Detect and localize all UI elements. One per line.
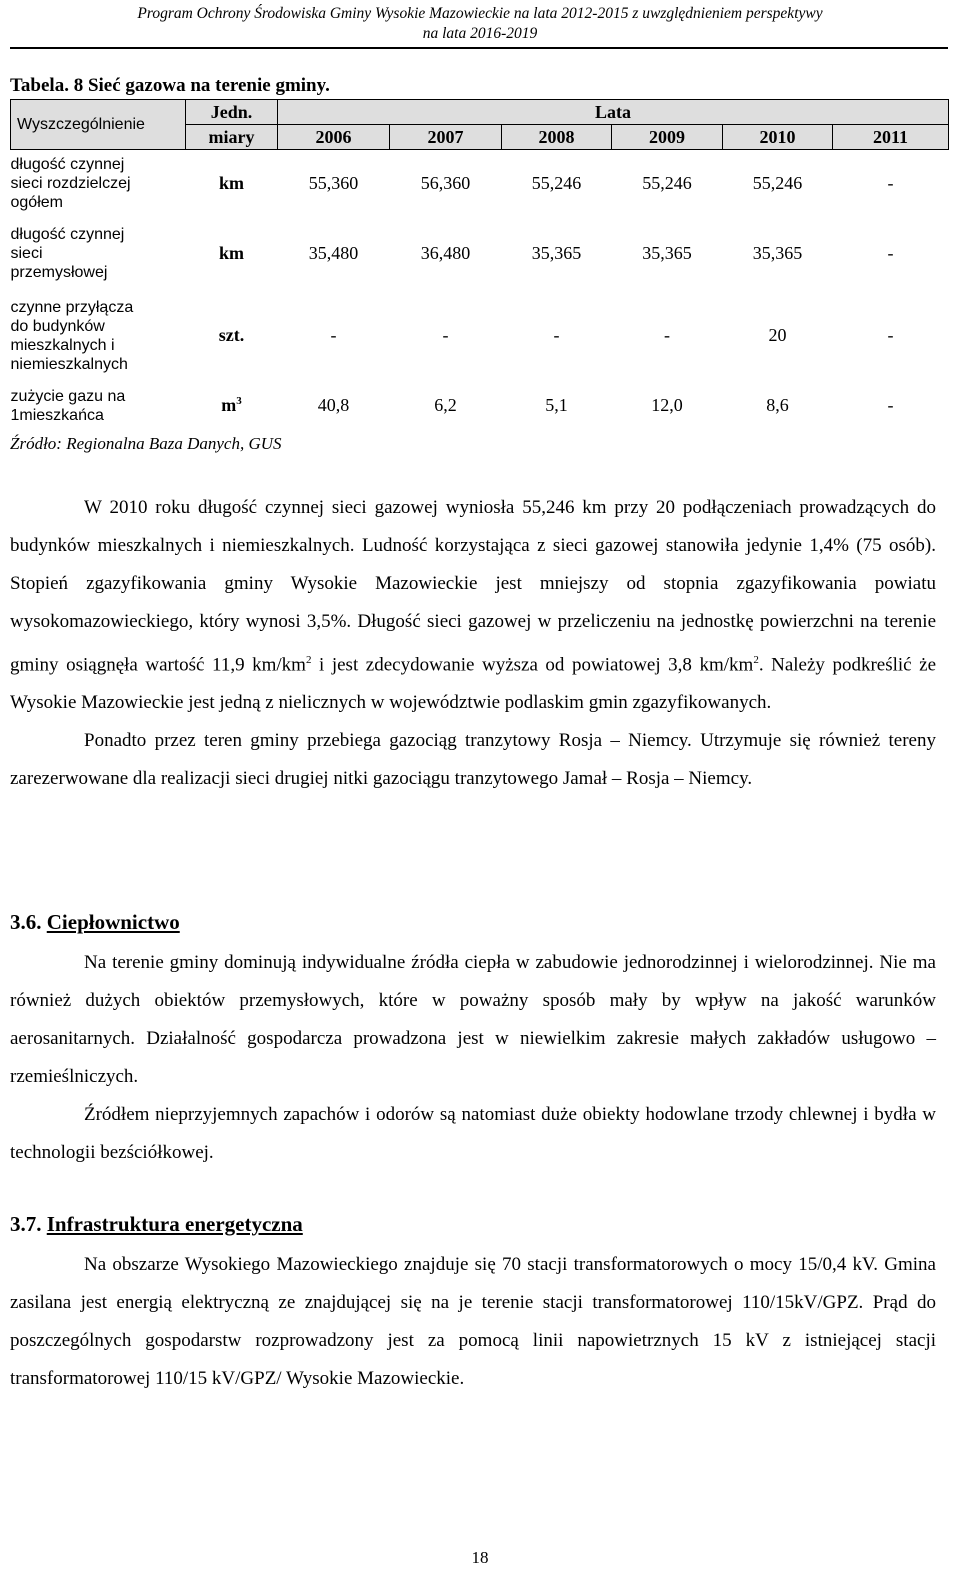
table-cell: 55,246 xyxy=(642,173,692,194)
table-cell: 35,365 xyxy=(752,242,803,263)
row-unit xyxy=(186,383,278,429)
table-cell: 5,1 xyxy=(545,395,568,415)
year-header: 2007 xyxy=(390,125,502,150)
header-line-1: Program Ochrony Środowiska Gminy Wysokie Mazowieckie na lata 2012-2015 z uwzględnieniem perspektywy xyxy=(137,5,823,22)
row-label-line: sieci rozdzielczej xyxy=(10,175,131,193)
year-header: 2008 xyxy=(502,125,612,150)
paragraph-text: i jest zdecydowanie wyższa od powiatowej 3,8 km/km xyxy=(311,654,754,676)
superscript: 2 xyxy=(753,654,759,666)
section-heading-heating xyxy=(10,910,180,935)
paragraph-text: W 2010 roku długość czynnej sieci gazowej wyniosła 55,246 km przy 20 podłączeniach prowadzących do budynków mieszkalnych i niemieszkalnych. Ludność korzystająca z sieci gazowej stanowiła jedynie 1,4% (75 osób). Stopień zgazyfikowania gminy Wysokie Mazowieckie jest mniejszy od stopnia zgazyfikowania powiatu wysokomazowieckiego, który wynosi 3,5%. Długość sieci gazowej w przeliczeniu na jednostkę powierzchni na terenie gminy osiągnęła wartość 11,9 km/km xyxy=(10,497,936,676)
year-header: 2006 xyxy=(278,125,390,150)
year-header: 2010 xyxy=(723,125,833,150)
section-title: Infrastruktura energetyczna xyxy=(46,1212,303,1236)
unit-text: m xyxy=(221,395,237,415)
row-label-line: niemieszkalnych xyxy=(10,355,128,373)
row-unit: szt. xyxy=(218,325,245,345)
table-cell: - xyxy=(887,242,894,263)
column-header-unit-line2: miary xyxy=(186,125,278,150)
table-cell: 55,360 xyxy=(308,173,359,194)
table-cell: - xyxy=(330,325,337,345)
row-label-line: 1mieszkańca xyxy=(10,406,104,424)
row-label-line: długość czynnej xyxy=(10,225,125,243)
year-header: 2009 xyxy=(612,125,723,150)
table-cell: 36,480 xyxy=(420,242,471,263)
table-cell: 55,246 xyxy=(531,173,582,194)
table-cell: 6,2 xyxy=(434,395,457,415)
table-cell: 20 xyxy=(768,325,787,345)
body-energy-section xyxy=(10,1246,936,1398)
section-number: 3.6. xyxy=(10,910,42,934)
header-divider xyxy=(10,47,948,49)
column-header-item: Wyszczególnienie xyxy=(11,100,186,150)
paragraph-heating: Na terenie gminy dominują indywidualne źródła ciepła w zabudowie jednorodzinnej i wielorodzinnej. Nie ma również dużych obiektów przemysłowych, które w poważny sposób mały by wpływ na jakość warunków aerosanitarnych. Działalność gospodarcza prowadzona jest w niewielkim zakresie małych zakładów usługowo – rzemieślniczych. xyxy=(10,952,936,1087)
page-header xyxy=(0,4,960,44)
row-label xyxy=(11,218,186,289)
paragraph-transit-pipeline: Ponadto przez teren gminy przebiega gazociąg tranzytowy Rosja – Niemcy. Utrzymuje się również tereny zarezerwowane dla realizacji sieci drugiej nitki gazociągu tranzytowego Jamał – Rosja – Niemcy. xyxy=(10,730,936,790)
row-label-line: sieci xyxy=(10,244,43,262)
table-cell: 35,480 xyxy=(308,242,359,263)
row-label xyxy=(11,289,186,383)
column-header-years: Lata xyxy=(278,100,949,125)
table-cell: 56,360 xyxy=(420,173,471,194)
superscript: 2 xyxy=(305,654,312,666)
unit-superscript: 3 xyxy=(236,395,242,407)
table-cell: 40,8 xyxy=(317,395,350,415)
table-cell: 12,0 xyxy=(651,395,683,415)
row-label-line: długość czynnej xyxy=(10,156,125,174)
paragraph-energy: Na obszarze Wysokiego Mazowieckiego znajduje się 70 stacji transformatorowych o mocy 15/0,4 kV. Gmina zasilana jest energią elektryczną ze znajdującej się na je terenie stacji transformatorowej 110/15kV/GPZ. Prąd do poszczególnych gospodarstw rozprowadzony jest za pomocą linii napowietrznych 15 kV z istniejącej stacji transformatorowej 110/15 kV/GPZ/ Wysokie Mazowieckie. xyxy=(10,1254,936,1389)
row-label-line: mieszkalnych i xyxy=(10,336,115,354)
table-cell: 35,365 xyxy=(531,242,582,263)
table-row xyxy=(11,218,949,289)
row-label-line: ogółem xyxy=(10,194,63,212)
table-cell: - xyxy=(442,325,449,345)
row-label-line: do budynków xyxy=(10,317,105,335)
table-row xyxy=(11,289,949,383)
table-cell: - xyxy=(887,173,894,194)
header-line-2: na lata 2016-2019 xyxy=(422,25,538,42)
row-unit: km xyxy=(218,242,244,263)
row-label xyxy=(11,383,186,429)
table-cell: - xyxy=(664,325,670,345)
section-number: 3.7. xyxy=(10,1212,42,1236)
row-label-line: czynne przyłącza xyxy=(10,298,134,316)
year-header: 2011 xyxy=(833,125,949,150)
paragraph-odors: Źródłem nieprzyjemnych zapachów i odorów są natomiast duże obiekty hodowlane trzody chlewnej i bydła w technologii bezściółkowej. xyxy=(10,1104,936,1163)
page-number: 18 xyxy=(471,1548,489,1567)
body-heating-section xyxy=(10,944,936,1172)
paragraph-gas-network xyxy=(10,489,936,722)
row-label-line: przemysłowej xyxy=(10,263,108,281)
gas-network-table xyxy=(10,99,949,429)
table-row xyxy=(11,150,949,218)
table-cell: - xyxy=(553,325,560,345)
table-row xyxy=(11,383,949,429)
column-header-unit-line1: Jedn. xyxy=(186,100,278,125)
row-label-line: zużycie gazu na xyxy=(10,387,126,405)
table-cell: - xyxy=(887,395,894,415)
row-unit: km xyxy=(218,173,244,194)
body-gas-section xyxy=(10,489,936,798)
row-label xyxy=(11,150,186,218)
table-cell: 35,365 xyxy=(642,242,692,263)
table-cell: - xyxy=(887,325,894,345)
section-title: Ciepłownictwo xyxy=(46,910,180,934)
table-cell: 55,246 xyxy=(752,173,803,194)
table-cell: 8,6 xyxy=(766,395,789,415)
section-heading-energy xyxy=(10,1212,303,1237)
table-source: Źródło: Regionalna Baza Danych, GUS xyxy=(10,434,282,453)
table-caption: Tabela. 8 Sieć gazowa na terenie gminy. xyxy=(10,75,330,96)
paragraph-text: . Należy podkreślić że Wysokie Mazowieckie jest jedną z nielicznych w województwie podlaskim gmin zgazyfikowanych. xyxy=(10,654,937,714)
